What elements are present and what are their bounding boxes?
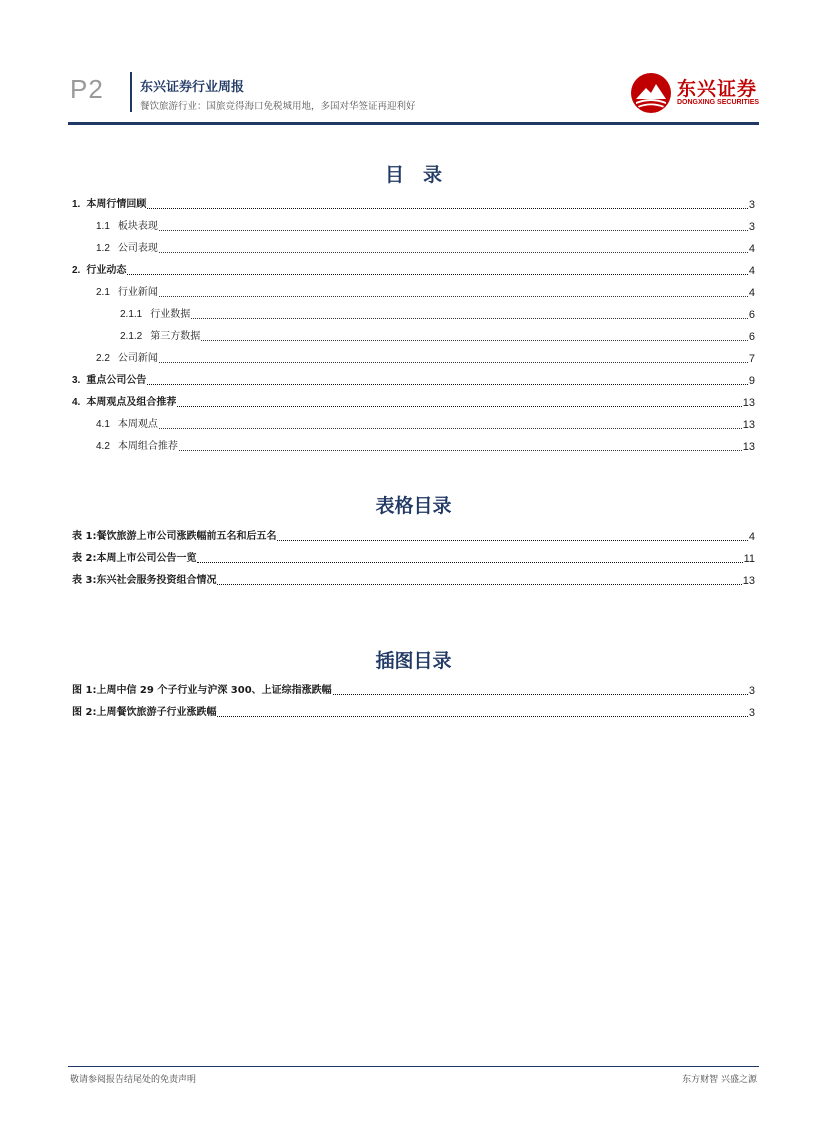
logo-text-en: DONGXING SECURITIES bbox=[677, 99, 760, 106]
toc-entry[interactable]: 2.1.1 行业数据 6 bbox=[120, 309, 755, 321]
toc-entry[interactable]: 4. 本周观点及组合推荐 13 bbox=[72, 397, 755, 409]
report-series-title: 东兴证券行业周报 bbox=[140, 80, 245, 95]
toc-entry[interactable]: 2.1 行业新闻 4 bbox=[96, 287, 755, 299]
figure-entry[interactable]: 图 2:上周餐饮旅游子行业涨跌幅 3 bbox=[72, 707, 755, 719]
toc-entry[interactable]: 1.2 公司表现 4 bbox=[96, 243, 755, 255]
toc-entry[interactable]: 3. 重点公司公告 9 bbox=[72, 375, 755, 387]
logo-text-cn: 东兴证券 bbox=[677, 78, 758, 100]
footer-disclaimer: 敬请参阅报告结尾处的免责声明 bbox=[70, 1075, 197, 1085]
table-list-title: 表格目录 bbox=[375, 495, 452, 517]
toc-entry[interactable]: 1. 本周行情回顾 3 bbox=[72, 199, 755, 211]
report-subtitle: 餐饮旅游行业：国旅竞得海口免税城用地，多国对华签证再迎利好 bbox=[140, 101, 416, 112]
figure-list-title: 插图目录 bbox=[375, 650, 452, 672]
footer-slogan: 东方财智 兴盛之源 bbox=[682, 1075, 757, 1085]
logo-emblem-icon bbox=[630, 72, 672, 114]
toc-entry[interactable]: 4.1 本周观点 13 bbox=[96, 419, 755, 431]
table-entry[interactable]: 表 2:本周上市公司公告一览 11 bbox=[72, 553, 755, 565]
toc-entry[interactable]: 2.2 公司新闻 7 bbox=[96, 353, 755, 365]
header-divider bbox=[130, 72, 132, 112]
toc-entry[interactable]: 2. 行业动态 4 bbox=[72, 265, 755, 277]
company-logo bbox=[630, 72, 760, 114]
figure-entry[interactable]: 图 1:上周中信 29 个子行业与沪深 300、上证综指涨跌幅 3 bbox=[72, 685, 755, 697]
toc-title: 目 录 bbox=[384, 164, 442, 186]
table-entry[interactable]: 表 1:餐饮旅游上市公司涨跌幅前五名和后五名 4 bbox=[72, 531, 755, 543]
page-number: P2 bbox=[70, 74, 104, 104]
footer-rule bbox=[68, 1066, 759, 1067]
header-rule bbox=[68, 122, 759, 125]
table-entry[interactable]: 表 3:东兴社会服务投资组合情况 13 bbox=[72, 575, 755, 587]
toc-entry[interactable]: 1.1 板块表现 3 bbox=[96, 221, 755, 233]
toc-entry[interactable]: 4.2 本周组合推荐 13 bbox=[96, 441, 755, 453]
toc-entry[interactable]: 2.1.2 第三方数据 6 bbox=[120, 331, 755, 343]
